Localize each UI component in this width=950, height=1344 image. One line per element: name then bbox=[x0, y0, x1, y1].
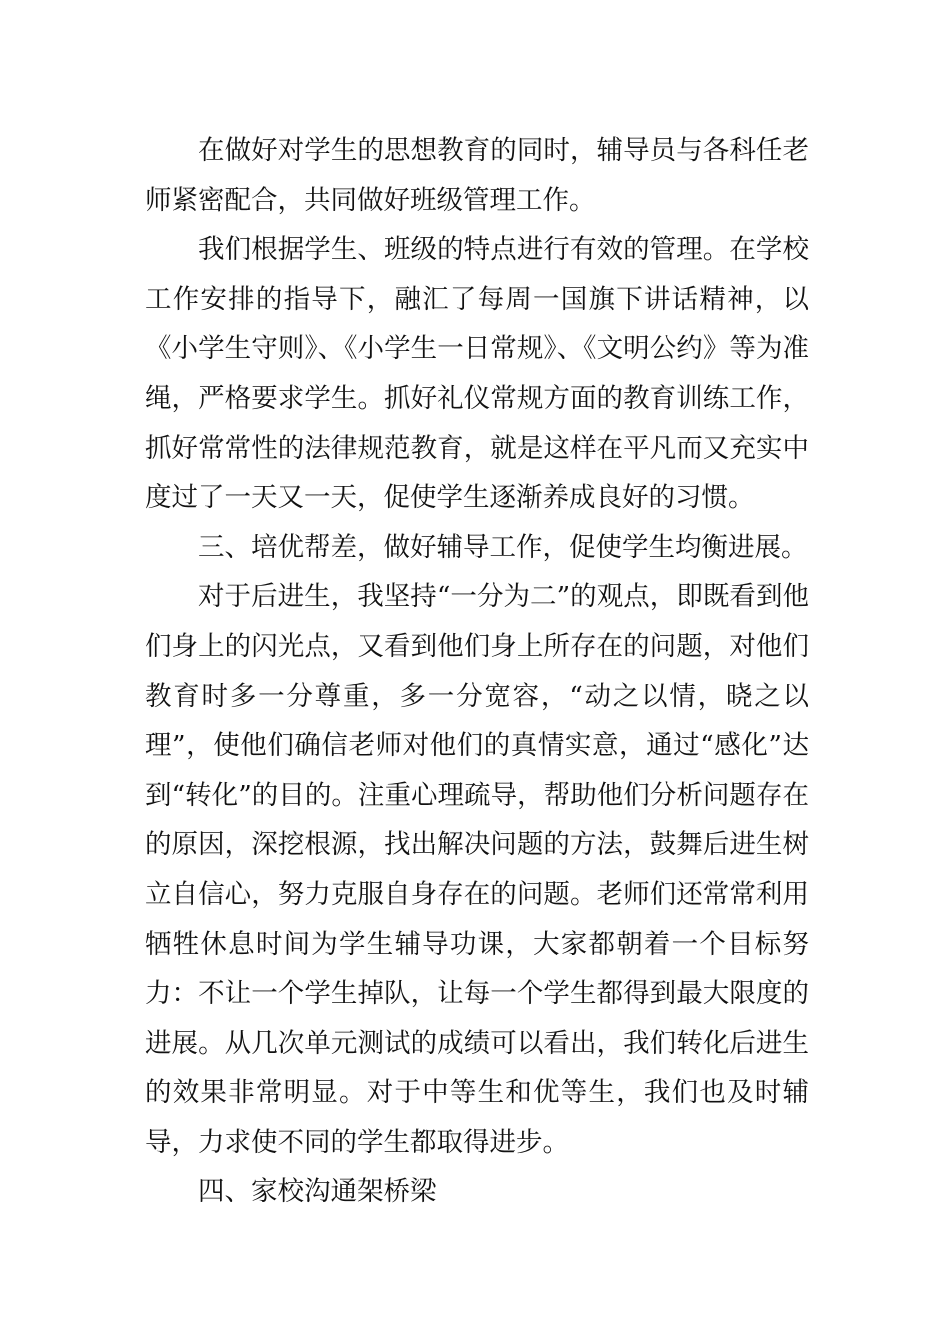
paragraph-class-management-intro: 在做好对学生的思想教育的同时，辅导员与各科任老师紧密配合，共同做好班级管理工作。 bbox=[145, 135, 809, 216]
paragraph-tutoring-details: 对于后进生，我坚持“一分为二”的观点，即既看到他们身上的闪光点，又看到他们身上所存在的问题，对他们教育时多一分尊重，多一分宽容，“动之以情，晓之以理”，使他们确信老师对他们的真情实意，通过“感化”达到“转化”的目的。注重心理疏导，帮助他们分析问题存在的原因，深挖根源，找出解决问题的方法，鼓舞后进生树立自信心，努力克服自身存在的问题。老师们还常常利用牺牲休息时间为学生辅导功课，大家都朝着一个目标努力：不让一个学生掉队，让每一个学生都得到最大限度的进展。从几次单元测试的成绩可以看出，我们转化后进生的效果非常明显。对于中等生和优等生，我们也及时辅导，力求使不同的学生都取得进步。 bbox=[145, 581, 809, 1158]
document-body bbox=[145, 126, 809, 1217]
paragraph-class-management-details: 我们根据学生、班级的特点进行有效的管理。在学校工作安排的指导下，融汇了每周一国旗下讲话精神，以《小学生守则》、《小学生一日常规》、《文明公约》等为准绳，严格要求学生。抓好礼仪常规方面的教育训练工作，抓好常常性的法律规范教育，就是这样在平凡而又充实中度过了一天又一天，促使学生逐渐养成良好的习惯。 bbox=[145, 234, 809, 514]
section-heading-tutoring: 三、培优帮差，做好辅导工作，促使学生均衡进展。 bbox=[198, 531, 808, 563]
section-heading-home-school: 四、家校沟通架桥梁 bbox=[198, 1176, 437, 1208]
